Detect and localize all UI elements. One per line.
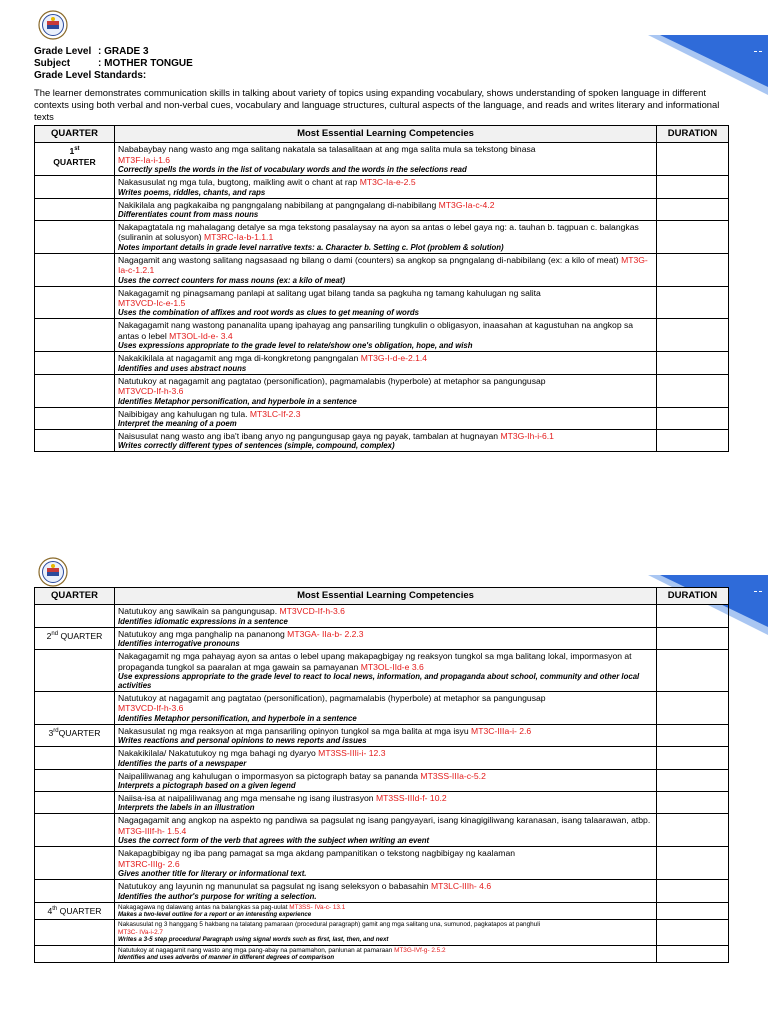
- page-2: [0, 545, 768, 1024]
- quarter-cell: [35, 627, 115, 649]
- competency-english: Writes a 3-5 step procedural Paragraph using signal words such as first, last, then, and next: [118, 936, 389, 944]
- table-row: [35, 429, 729, 451]
- quarter-cell: [35, 692, 115, 725]
- duration-cell: [657, 920, 729, 945]
- competency-cell: [115, 880, 657, 902]
- duration-cell: [657, 253, 729, 286]
- table-row: [35, 198, 729, 220]
- competency-cell: [115, 198, 657, 220]
- quarter-header: QUARTER: [35, 588, 115, 605]
- quarter-suffix: th: [52, 905, 58, 912]
- competency-english: Identifies Metaphor personification, and hyperbole in a sentence: [118, 713, 357, 723]
- competency-code: MT3C- IVa-i-2.7: [118, 928, 163, 936]
- quarter-cell: [35, 176, 115, 198]
- duration-header: DURATION: [657, 126, 729, 143]
- competency-text: Natutukoy ang mga panghalip na pananong: [118, 628, 285, 639]
- competency-cell: [115, 605, 657, 627]
- quarter-suffix: nd: [51, 630, 59, 637]
- competency-cell: [115, 143, 657, 176]
- duration-cell: [657, 176, 729, 198]
- competency-english: Interprets the labels in an illustration: [118, 803, 255, 813]
- competency-code: MT3SS- IVa-c- 13.1: [289, 903, 346, 911]
- duration-cell: [657, 650, 729, 692]
- competency-text: Nakasusulat ng mga tula, bugtong, maikling awit o chant at rap: [118, 177, 358, 188]
- quarter-cell: [35, 319, 115, 352]
- duration-cell: [657, 319, 729, 352]
- competency-cell: [115, 253, 657, 286]
- quarter-cell: [35, 747, 115, 769]
- competency-cell: [115, 221, 657, 254]
- competency-cell: [115, 769, 657, 791]
- competency-cell: [115, 319, 657, 352]
- competency-english: Identifies Metaphor personification, and hyperbole in a sentence: [118, 396, 357, 406]
- competency-text: Nakagagamit ng mga pahayag ayon sa antas o lebel upang makapagbigay ng reaksyon tungkol sa mga balitang lokal, impormasyon at propaganda tungkol sa paaralan at mga gawain sa pamayanan: [118, 651, 632, 672]
- table-row: [35, 724, 729, 746]
- duration-header: DURATION: [657, 588, 729, 605]
- competency-text: Nakikilala ang pagkakaiba ng pangngalang nabibilang at pangngalang di-nabibilang: [118, 199, 437, 210]
- duration-cell: [657, 198, 729, 220]
- competency-english: Writes poems, riddles, chants, and raps: [118, 187, 266, 197]
- competency-text: Nakagagawa ng dalawang antas na balangkas sa pag-uulat: [118, 903, 288, 911]
- table-row: [35, 286, 729, 319]
- quarter-header: QUARTER: [35, 126, 115, 143]
- header-banner-graphic: [648, 35, 768, 95]
- competency-text: Naibibigay ang kahulugan ng tula.: [118, 408, 248, 419]
- standards-label: Grade Level Standards:: [34, 70, 147, 81]
- competency-text: Nakapagtatala ng mahalagang detalye sa mga tekstong pasalaysay na ayon sa antas o lebel gaya ng: a. tauhan b. tagpuan c. balangkas (suliranin at solusyon): [118, 222, 639, 243]
- duration-cell: [657, 627, 729, 649]
- competency-text: Natutukoy ang layunin ng manunulat sa pagsulat ng isang seleksyon o babasahin: [118, 881, 429, 892]
- competency-english: Writes correctly different types of sentences (simple, compound, complex): [118, 441, 395, 451]
- competency-code: MT3VCD-If-h-3.6: [118, 703, 184, 714]
- quarter-cell: [35, 792, 115, 814]
- quarter-word: QUARTER: [53, 156, 96, 167]
- quarter-suffix: st: [74, 146, 80, 153]
- competency-text: Nakapagbibigay ng iba pang pamagat sa mga akdang pampanitikan o tekstong nagbibigay ng kaalaman: [118, 848, 516, 859]
- competency-code: MT3G-Ia-c-1.2.1: [118, 254, 648, 276]
- duration-cell: [657, 847, 729, 880]
- duration-cell: [657, 692, 729, 725]
- competency-code: MT3LC-If-2.3: [249, 408, 301, 419]
- competency-cell: [115, 724, 657, 746]
- quarter-word: QUARTER: [58, 727, 101, 738]
- competency-cell: [115, 920, 657, 945]
- competency-english: Uses the correct counters for mass nouns (ex: a kilo of meat): [118, 275, 346, 285]
- competency-code: MT3C-Ia-e-2.5: [359, 177, 416, 188]
- competency-cell: [115, 692, 657, 725]
- competency-code: MT3SS-IIIa-c-5.2: [420, 770, 486, 781]
- competencies-table-2: [34, 587, 729, 963]
- competency-text: Nababaybay nang wasto ang mga salitang nakatala sa talasalitaan at ang mga salita mula sa tekstong binasa: [118, 144, 536, 155]
- grade-level-label: Grade Level: [34, 46, 92, 57]
- subject-label: Subject: [34, 58, 71, 69]
- table-row: [35, 605, 729, 627]
- table-row: [35, 769, 729, 791]
- table-row: [35, 627, 729, 649]
- duration-cell: [657, 880, 729, 902]
- quarter-number: 1: [69, 146, 75, 157]
- competency-english: Identifies interrogative pronouns: [118, 639, 240, 649]
- quarter-cell: [35, 902, 115, 920]
- table-row: [35, 920, 729, 945]
- deped-seal-icon: [38, 10, 68, 40]
- quarter-cell: [35, 769, 115, 791]
- table-row: [35, 945, 729, 963]
- competency-cell: [115, 747, 657, 769]
- quarter-cell: [35, 920, 115, 945]
- quarter-cell: [35, 724, 115, 746]
- competency-text: Nagagamit ang wastong salitang nagsasaad ng bilang o dami (counters) sa angkop sa pngngalang di-nabibilang (ex: a kilo of meat): [118, 254, 619, 265]
- competency-cell: [115, 945, 657, 963]
- competency-text: Natutukoy at nagagamit ang pagtatao (personification), pagmamalabis (hyperbole) at metaphor sa pangungusap: [118, 375, 546, 386]
- competency-header: Most Essential Learning Competencies: [115, 588, 657, 605]
- table-row: [35, 902, 729, 920]
- competency-code: MT3G-IIIf-h- 1.5.4: [118, 825, 187, 836]
- quarter-cell: [35, 605, 115, 627]
- quarter-cell: [35, 286, 115, 319]
- competency-text: Nagagagamit ang angkop na aspekto ng pandiwa sa pagsulat ng isang pangyayari, isang kinagigiliwang karanasan, isang talaarawan, atbp.: [118, 815, 651, 826]
- competency-code: MT3G-Ih-i-6.1: [500, 430, 554, 441]
- table-row: [35, 747, 729, 769]
- quarter-cell: [35, 650, 115, 692]
- competency-english: Identifies idiomatic expressions in a sentence: [118, 616, 288, 626]
- competency-text: Nakagagamit nang wastong pananalita upang ipahayag ang pansariling tungkulin o obligasyon, inaasahan at kagustuhan na angkop sa antas o lebel: [118, 320, 634, 341]
- quarter-number: 3: [48, 727, 54, 738]
- subject-value: : MOTHER TONGUE: [98, 58, 193, 69]
- competency-english: Makes a two-level outline for a report or an interesting experience: [118, 911, 312, 919]
- competency-code: MT3G-I-d-e-2.1.4: [360, 353, 428, 364]
- table-row: [35, 319, 729, 352]
- competency-code: MT3SS-IIId-f- 10.2: [375, 793, 447, 804]
- table-row: [35, 407, 729, 429]
- competency-english: Identifies and uses abstract nouns: [118, 363, 247, 373]
- competency-text: Natutukoy ang sawikain sa pangungusap.: [118, 606, 278, 617]
- competency-code: MT3VCD-If-h-3.6: [118, 386, 184, 397]
- competency-english: Writes reactions and personal opinions to news reports and issues: [118, 736, 367, 746]
- competency-english: Interprets a pictograph based on a given legend: [118, 781, 296, 791]
- competency-cell: [115, 352, 657, 374]
- table-row: [35, 814, 729, 847]
- table-row: [35, 847, 729, 880]
- quarter-cell: [35, 143, 115, 176]
- competency-english: Gives another title for literary or informational text.: [118, 869, 307, 879]
- duration-cell: [657, 769, 729, 791]
- competency-cell: [115, 814, 657, 847]
- competency-text: Natutukoy at nagagamit nang wasto ang mga pang-abay na pamamahon, panlunan at pamaraan: [118, 946, 393, 954]
- competency-cell: [115, 792, 657, 814]
- table-row: [35, 352, 729, 374]
- competency-english: Uses the correct form of the verb that agrees with the subject when writing an event: [118, 836, 430, 846]
- duration-cell: [657, 407, 729, 429]
- duration-cell: [657, 605, 729, 627]
- competency-text: Natutukoy at nagagamit ang pagtatao (personification), pagmamalabis (hyperbole) at metaphor sa pangungusap: [118, 693, 546, 704]
- duration-cell: [657, 792, 729, 814]
- competency-text: Nakakikilala/ Nakatutukoy ng mga bahagi ng dyaryo: [118, 748, 316, 759]
- quarter-suffix: rd: [53, 727, 59, 734]
- quarter-number: 4: [47, 905, 53, 916]
- competency-text: Nakakikilala at nagagamit ang mga di-kongkretong pangngalan: [118, 353, 359, 364]
- table-row: [35, 880, 729, 902]
- quarter-cell: [35, 847, 115, 880]
- competency-english: Use expressions appropriate to the grade level to react to local news, information, and propaganda about school, community and other local activities: [118, 672, 640, 691]
- competency-code: MT3RC-Ia-b-1.1.1: [203, 232, 274, 243]
- competency-english: Correctly spells the words in the list of vocabulary words and the words in the selections read: [118, 165, 467, 175]
- quarter-word: QUARTER: [57, 905, 102, 916]
- duration-cell: [657, 747, 729, 769]
- competency-code: MT3SS-IIIi-i- 12.3: [318, 748, 386, 759]
- competency-header: Most Essential Learning Competencies: [115, 126, 657, 143]
- competency-code: MT3G-Ia-c-4.2: [438, 199, 495, 210]
- duration-cell: [657, 724, 729, 746]
- competency-text: Naiisa-isa at naipaliliwanag ang mga mensahe ng isang ilustrasyon: [118, 793, 374, 804]
- duration-cell: [657, 814, 729, 847]
- table-row: [35, 650, 729, 692]
- competency-cell: [115, 627, 657, 649]
- competency-text: Naisusulat nang wasto ang iba't ibang anyo ng pangungusap gaya ng payak, tambalan at hugnayan: [118, 430, 499, 441]
- competency-english: Uses the combination of affixes and root words as clues to get meaning of words: [118, 308, 419, 318]
- competency-english: Identifies the author's purpose for writing a selection.: [118, 891, 317, 901]
- table-row: [35, 374, 729, 407]
- quarter-cell: [35, 374, 115, 407]
- competency-code: MT3G-IVf-g- 2.5.2: [394, 946, 446, 954]
- quarter-number: 2: [46, 630, 52, 641]
- competency-english: Differentiates count from mass nouns: [118, 210, 259, 220]
- competency-code: MT3LC-IIIh- 4.6: [430, 881, 492, 892]
- competency-cell: [115, 176, 657, 198]
- competency-code: MT3OL-IId-e 3.6: [360, 661, 424, 672]
- competency-cell: [115, 429, 657, 451]
- competency-english: Notes important details in grade level narrative texts: a. Character b. Setting c. Plot (problem & solution): [118, 242, 504, 252]
- competency-english: Identifies and uses adverbs of manner in different degrees of comparison: [118, 954, 335, 962]
- quarter-cell: [35, 814, 115, 847]
- quarter-word: QUARTER: [58, 630, 103, 641]
- quarter-cell: [35, 407, 115, 429]
- competency-code: MT3VCD-If-h-3.6: [279, 606, 345, 617]
- competency-text: Nakagagamit ng pinagsamang panlapi at salitang ugat bilang tanda sa pagkuha ng tamang kahulugan ng salita: [118, 287, 541, 298]
- duration-cell: [657, 286, 729, 319]
- grade-level-value: : GRADE 3: [98, 46, 149, 57]
- table-row: [35, 692, 729, 725]
- duration-cell: [657, 902, 729, 920]
- quarter-cell: [35, 352, 115, 374]
- standards-text: The learner demonstrates communication skills in talking about variety of topics using expanding vocabulary, shows understanding of spoken language in different contexts using both verbal and non-verbal cues, vocabulary and language structures, cultural aspects of the language, and reads and writes literary and informational texts: [34, 87, 720, 122]
- competencies-table-1: [34, 125, 729, 452]
- competency-cell: [115, 286, 657, 319]
- competency-code: MT3OL-Id-e- 3.4: [169, 330, 233, 341]
- competency-english: Identifies the parts of a newspaper: [118, 758, 247, 768]
- competency-english: Uses expressions appropriate to the grade level to relate/show one's obligation, hope, and wish: [118, 341, 473, 351]
- table-row: [35, 176, 729, 198]
- competency-text: Nakasusulat ng 3 hanggang 5 hakbang na talatang pamaraan (procedural paragraph) gamit ang mga salitang una, sumunod, pagkatapos at panghuli: [118, 921, 541, 929]
- competency-code: MT3VCD-Ic-e-1.5: [118, 298, 186, 309]
- quarter-cell: [35, 429, 115, 451]
- table-row: [35, 792, 729, 814]
- competency-cell: [115, 902, 657, 920]
- competency-text: Nakasusulat ng mga reaksyon at mga pansariling opinyon tungkol sa mga balita at mga isyu: [118, 725, 469, 736]
- duration-cell: [657, 143, 729, 176]
- quarter-cell: [35, 198, 115, 220]
- competency-code: MT3RC-IIIg- 2.6: [118, 858, 180, 869]
- table-row: [35, 221, 729, 254]
- competency-cell: [115, 847, 657, 880]
- duration-cell: [657, 429, 729, 451]
- subject-info: [34, 46, 193, 82]
- competency-text: Naipaliliwanag ang kahulugan o impormasyon sa pictograph batay sa pananda: [118, 770, 419, 781]
- competency-code: MT3F-Ia-i-1.6: [118, 154, 171, 165]
- quarter-cell: [35, 945, 115, 963]
- competency-cell: [115, 407, 657, 429]
- duration-cell: [657, 221, 729, 254]
- competency-code: MT3C-IIIa-i- 2.6: [471, 725, 532, 736]
- duration-cell: [657, 374, 729, 407]
- duration-cell: [657, 352, 729, 374]
- table-row: [35, 253, 729, 286]
- duration-cell: [657, 945, 729, 963]
- table-row: [35, 143, 729, 176]
- quarter-cell: [35, 880, 115, 902]
- quarter-cell: [35, 253, 115, 286]
- competency-code: MT3GA- IIa-b- 2.2.3: [287, 628, 364, 639]
- competency-english: Interpret the meaning of a poem: [118, 418, 237, 428]
- deped-seal-icon: [38, 557, 68, 587]
- competency-cell: [115, 374, 657, 407]
- competency-cell: [115, 650, 657, 692]
- quarter-cell: [35, 221, 115, 254]
